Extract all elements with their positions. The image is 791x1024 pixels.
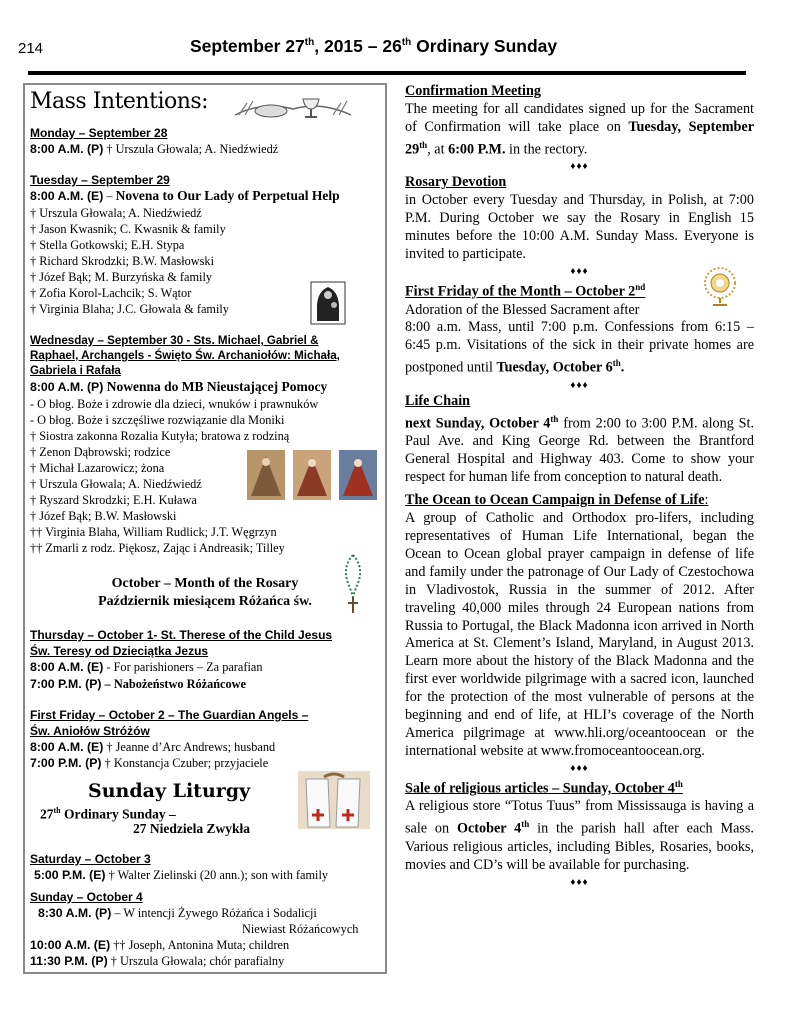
divider: ♦♦♦ [570, 265, 589, 277]
first-friday-text: 8:00 a.m. Mass, until 7:00 p.m. Confessions from 6:15 – 6:45 p.m. Visitations of the sick in their private homes are postponed until Tuesday, October 6th. [405, 319, 754, 376]
saturday-heading: Saturday – October 3 [30, 852, 151, 866]
ocean-text: A group of Catholic and Orthodox pro-lifers, including representatives of Human Life International, began the Ocean to Ocean global prayer campaign in defense of life and family under the patronage of Our Lady of Czestochowa in Vladivostok, Russia in the summer of 2012. After traveling 40,000 miles through 24 European nations from Russia to Portugal, the Black Madonna icon arrived in North America at St. Clement’s Island, Maryland, in August 2013. Learn more about the history of the Black Madonna and the first ever worldwide pilgrimage with a sacred icon, launched for the protection of the most vulnerable of persons at the beginning and end of life, at HLI’s coverage of the North America pilgrimage at www.hli.org/oceantoocean or the international website at www.fromoceantoocean.org. [405, 510, 754, 759]
rosary-text: in October every Tuesday and Thursday, in Polish, at 7:00 P.M. During October we say the Rosary in English 15 minutes before the 10:00 A.M. Sunday Mass. Everyone is invited to participate. [405, 192, 754, 262]
list-item: † Józef Bąk; M. Burzyńska & family [30, 270, 213, 284]
first-friday-heading: First Friday of the Month – October 2nd [405, 281, 646, 300]
monday-intention: 8:00 A.M. (P) † Urszula Głowala; A. Niedźwiedź [30, 142, 279, 156]
saturday-intention: 5:00 P.M. (E) † Walter Zielinski (20 ann.); son with family [34, 868, 329, 882]
sunday-liturgy-line1: 27th Ordinary Sunday – [40, 806, 176, 822]
header-rule [28, 71, 746, 75]
archangels-images [247, 448, 377, 502]
sunday-liturgy-title: Sunday Liturgy [88, 780, 251, 802]
thursday-intention-2: 7:00 P.M. (P) – Nabożeństwo Różańcowe [30, 677, 247, 691]
vestment-image [298, 771, 370, 829]
rosary-icon [340, 553, 366, 615]
bread-chalice-icon [233, 95, 353, 121]
page-title: September 27th, 2015 – 26th Ordinary Sunday [190, 36, 558, 56]
list-item: - O błog. Boże i zdrowie dla dzieci, wnuków i prawnuków [30, 397, 319, 411]
monstrance-icon [700, 265, 740, 307]
list-item: † Stella Gotkowski; E.H. Stypa [30, 238, 185, 252]
october-rosary-en: October – Month of the Rosary [111, 576, 299, 591]
sunday-intention-3: 11:30 P.M. (P) † Urszula Głowala; chór parafialny [30, 954, 285, 968]
list-item: † Jason Kwasnik; C. Kwasnik & family [30, 222, 226, 236]
announcements-column [405, 83, 754, 890]
thursday-heading: Thursday – October 1- St. Therese of the Child Jesus [30, 628, 333, 642]
sunday-intention-1b: Niewiast Różańcowych [242, 922, 359, 936]
mass-intentions-title: Mass Intentions: [30, 89, 209, 114]
monday-heading: Monday – September 28 [30, 126, 168, 140]
life-chain-heading: Life Chain [405, 392, 471, 409]
divider: ♦♦♦ [570, 762, 589, 774]
list-item: † Urszula Głowala; A. Niedźwiedź [30, 206, 202, 220]
thursday-heading-2: Św. Teresy od Dzieciątka Jezus [30, 644, 209, 658]
confirmation-text: The meeting for all candidates signed up for the Sacrament of Confirmation will take place on Tuesday, September 29th, at 6:00 P.M. in the rectory. [405, 100, 754, 158]
our-lady-icon [310, 281, 346, 325]
divider: ♦♦♦ [570, 876, 589, 888]
sunday-heading: Sunday – October 4 [30, 890, 143, 904]
friday-intention-2: 7:00 P.M. (P) † Konstancja Czuber; przyjaciele [30, 756, 269, 770]
friday-heading-2: Św. Aniołów Stróżów [30, 724, 150, 738]
list-item: † Michał Lazarowicz; żona [30, 461, 165, 475]
sunday-intention-2: 10:00 A.M. (E) †† Joseph, Antonina Muta; children [30, 938, 290, 952]
wednesday-title: 8:00 A.M. (P) Nowenna do MB Nieustającej Pomocy [30, 379, 328, 394]
october-rosary-pl: Październik miesiącem Różańca św. [98, 594, 312, 609]
sunday-liturgy-line2: 27 Niedziela Zwykła [133, 821, 250, 836]
tuesday-heading: Tuesday – September 29 [30, 173, 170, 187]
list-item: † Richard Skrodzki; B.W. Masłowski [30, 254, 214, 268]
list-item: † Virginia Blaha; J.C. Głowala & family [30, 302, 229, 316]
wednesday-heading-3: Gabriela i Rafała [30, 364, 121, 377]
first-friday-line1: Adoration of the Blessed Sacrament after [405, 301, 640, 318]
thursday-intention-1: 8:00 A.M. (E) - For parishioners – Za parafian [30, 660, 263, 674]
life-chain-text: next Sunday, October 4th from 2:00 to 3:00 P.M. along St. Paul Ave. and King George Rd. between the Brantford General Hospital and Highway 403. Come to show your respect for human life from conception to natural death. [405, 413, 755, 486]
sale-text: A religious store “Totus Tuus” from Mississauga is having a sale on October 4th in the parish hall after each Mass. Various religious articles, including Bibles, Rosaries, books, movies and CD’s will be available for purchasing. [405, 798, 754, 873]
page-number: 214 [18, 40, 44, 57]
sale-heading: Sale of religious articles – Sunday, October 4th [405, 778, 683, 797]
list-item: †† Virginia Blaha, William Rudlick; J.T. Węgrzyn [30, 525, 277, 539]
divider: ♦♦♦ [570, 379, 589, 391]
list-item: † Zofia Korol-Lachcik; S. Wątor [30, 286, 192, 300]
rosary-heading: Rosary Devotion [405, 174, 507, 191]
list-item: † Urszula Głowala; A. Niedźwiedź [30, 477, 202, 491]
list-item: † Zenon Dąbrowski; rodzice [30, 445, 171, 459]
divider: ♦♦♦ [570, 161, 589, 173]
sunday-intention-1: 8:30 A.M. (P) – W intencji Żywego Różańca i Sodalicji [38, 906, 317, 920]
list-item: - O błog. Boże i szczęśliwe rozwiązanie dla Moniki [30, 413, 285, 427]
mass-intentions-box [23, 83, 387, 974]
wednesday-heading-2: Raphael, Archangels - Święto Św. Archaniołów: Michała, [30, 349, 340, 362]
list-item: † Siostra zakonna Rozalia Kutyła; bratowa z rodziną [30, 429, 290, 443]
friday-heading: First Friday – October 2 – The Guardian Angels – [30, 708, 309, 722]
list-item: † Ryszard Skrodzki; E.H. Kuława [30, 493, 197, 507]
friday-intention-1: 8:00 A.M. (E) † Jeanne d’Arc Andrews; husband [30, 740, 276, 754]
list-item: † Józef Bąk; B.W. Masłowski [30, 509, 177, 523]
confirmation-heading: Confirmation Meeting [405, 83, 541, 99]
wednesday-heading: Wednesday – September 30 - Sts. Michael, Gabriel & [30, 334, 319, 347]
tuesday-title: 8:00 A.M. (E) – Novena to Our Lady of Perpetual Help [30, 188, 340, 203]
ocean-heading: The Ocean to Ocean Campaign in Defense of Life: [405, 492, 709, 509]
list-item: †† Zmarli z rodz. Piękosz, Zając i Andreasik; Tilley [30, 541, 285, 555]
